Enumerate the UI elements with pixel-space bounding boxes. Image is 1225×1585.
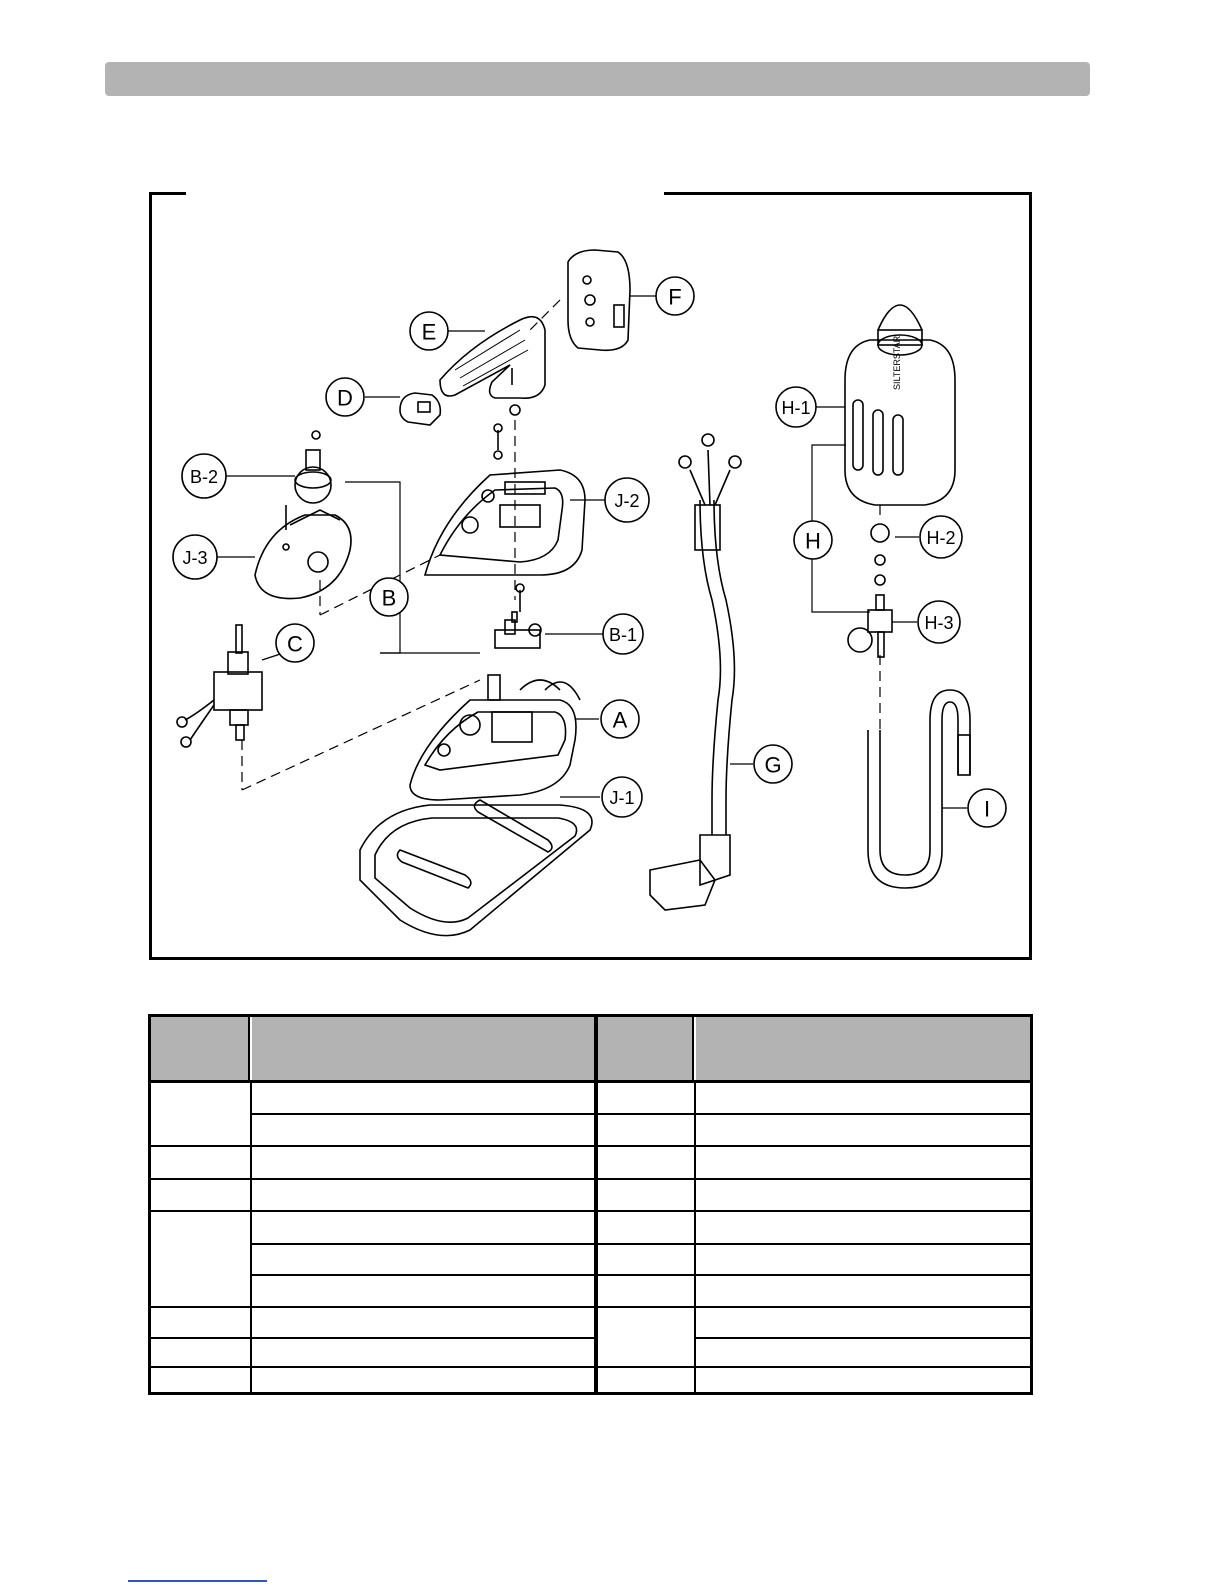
knob-and-holder-drawing	[255, 431, 351, 599]
table-row-rule	[598, 1113, 694, 1115]
table-row-rule	[696, 1113, 1030, 1115]
cord-guard-drawing	[400, 393, 440, 425]
callout-leaders	[216, 296, 967, 808]
table-row-rule	[151, 1145, 250, 1147]
table-header-rule	[151, 1080, 1030, 1083]
table-row-rule	[252, 1145, 594, 1147]
table-row-rule	[151, 1366, 250, 1368]
table-row-rule	[252, 1178, 594, 1180]
callout-B-1-label: B-1	[608, 625, 638, 645]
table-row-rule	[696, 1366, 1030, 1368]
tube-drawing	[868, 690, 970, 888]
table-row-rule	[151, 1178, 250, 1180]
callout-J-3-label: J-3	[182, 548, 208, 568]
callout-H-3-label: H-3	[924, 613, 954, 633]
callout-A-label: A	[612, 707, 628, 733]
callout-B-2-label: B-2	[189, 467, 219, 487]
table-row-rule	[252, 1243, 594, 1245]
table-row-rule	[252, 1210, 594, 1212]
callout-E-label: E	[421, 319, 437, 345]
table-row-rule	[151, 1210, 250, 1212]
table-row-rule	[598, 1243, 694, 1245]
table-row-rule	[252, 1337, 594, 1339]
table-row-rule	[598, 1306, 694, 1308]
callout-I-label: I	[983, 796, 991, 822]
table-header-name-right	[696, 1017, 1030, 1080]
table-header-name-left	[252, 1017, 594, 1080]
table-header-code-right	[598, 1017, 694, 1080]
callout-H-2-label: H-2	[926, 528, 956, 548]
callout-H-1-label: H-1	[781, 398, 811, 418]
callout-D-label: D	[337, 385, 353, 411]
iron-base-drawing	[410, 675, 580, 800]
table-col-divider-right	[694, 1083, 696, 1392]
table-row-rule	[696, 1178, 1030, 1180]
table-row-rule	[696, 1145, 1030, 1147]
callout-H-label: H	[805, 528, 821, 554]
callout-C-label: C	[287, 631, 303, 657]
table-row-rule	[598, 1210, 694, 1212]
table-header-code-left	[151, 1017, 250, 1080]
table-row-rule	[696, 1337, 1030, 1339]
table-row-rule	[598, 1178, 694, 1180]
table-row-rule	[696, 1274, 1030, 1276]
solenoid-valve-drawing	[177, 625, 262, 747]
callout-F-label: F	[668, 284, 682, 310]
footer-link-underline	[128, 1580, 267, 1582]
stand-tray-drawing	[360, 800, 592, 936]
table-col-divider-left	[250, 1083, 252, 1392]
callout-G-label: G	[764, 752, 782, 778]
table-row-rule	[696, 1306, 1030, 1308]
table-row-rule	[252, 1113, 594, 1115]
callout-circles	[173, 277, 1006, 827]
table-row-rule	[598, 1145, 694, 1147]
table-row-rule	[151, 1337, 250, 1339]
parts-table	[148, 1014, 1033, 1395]
switch-box-drawing	[568, 250, 630, 350]
table-row-rule	[598, 1366, 694, 1368]
table-row-rule	[696, 1243, 1030, 1245]
table-row-rule	[151, 1306, 250, 1308]
power-cord-drawing	[650, 434, 741, 910]
callout-B-label: B	[381, 585, 397, 611]
table-row-rule	[598, 1274, 694, 1276]
iron-cover-drawing	[425, 424, 585, 575]
table-row-rule	[252, 1274, 594, 1276]
table-row-rule	[252, 1366, 594, 1368]
callout-J-2-label: J-2	[614, 491, 640, 511]
table-row-rule	[252, 1306, 594, 1308]
bottle-brand-text: SILTERSTAR	[892, 335, 902, 390]
callout-J-1-label: J-1	[609, 788, 635, 808]
table-row-rule	[696, 1210, 1030, 1212]
thermostat-drawing	[495, 584, 541, 648]
